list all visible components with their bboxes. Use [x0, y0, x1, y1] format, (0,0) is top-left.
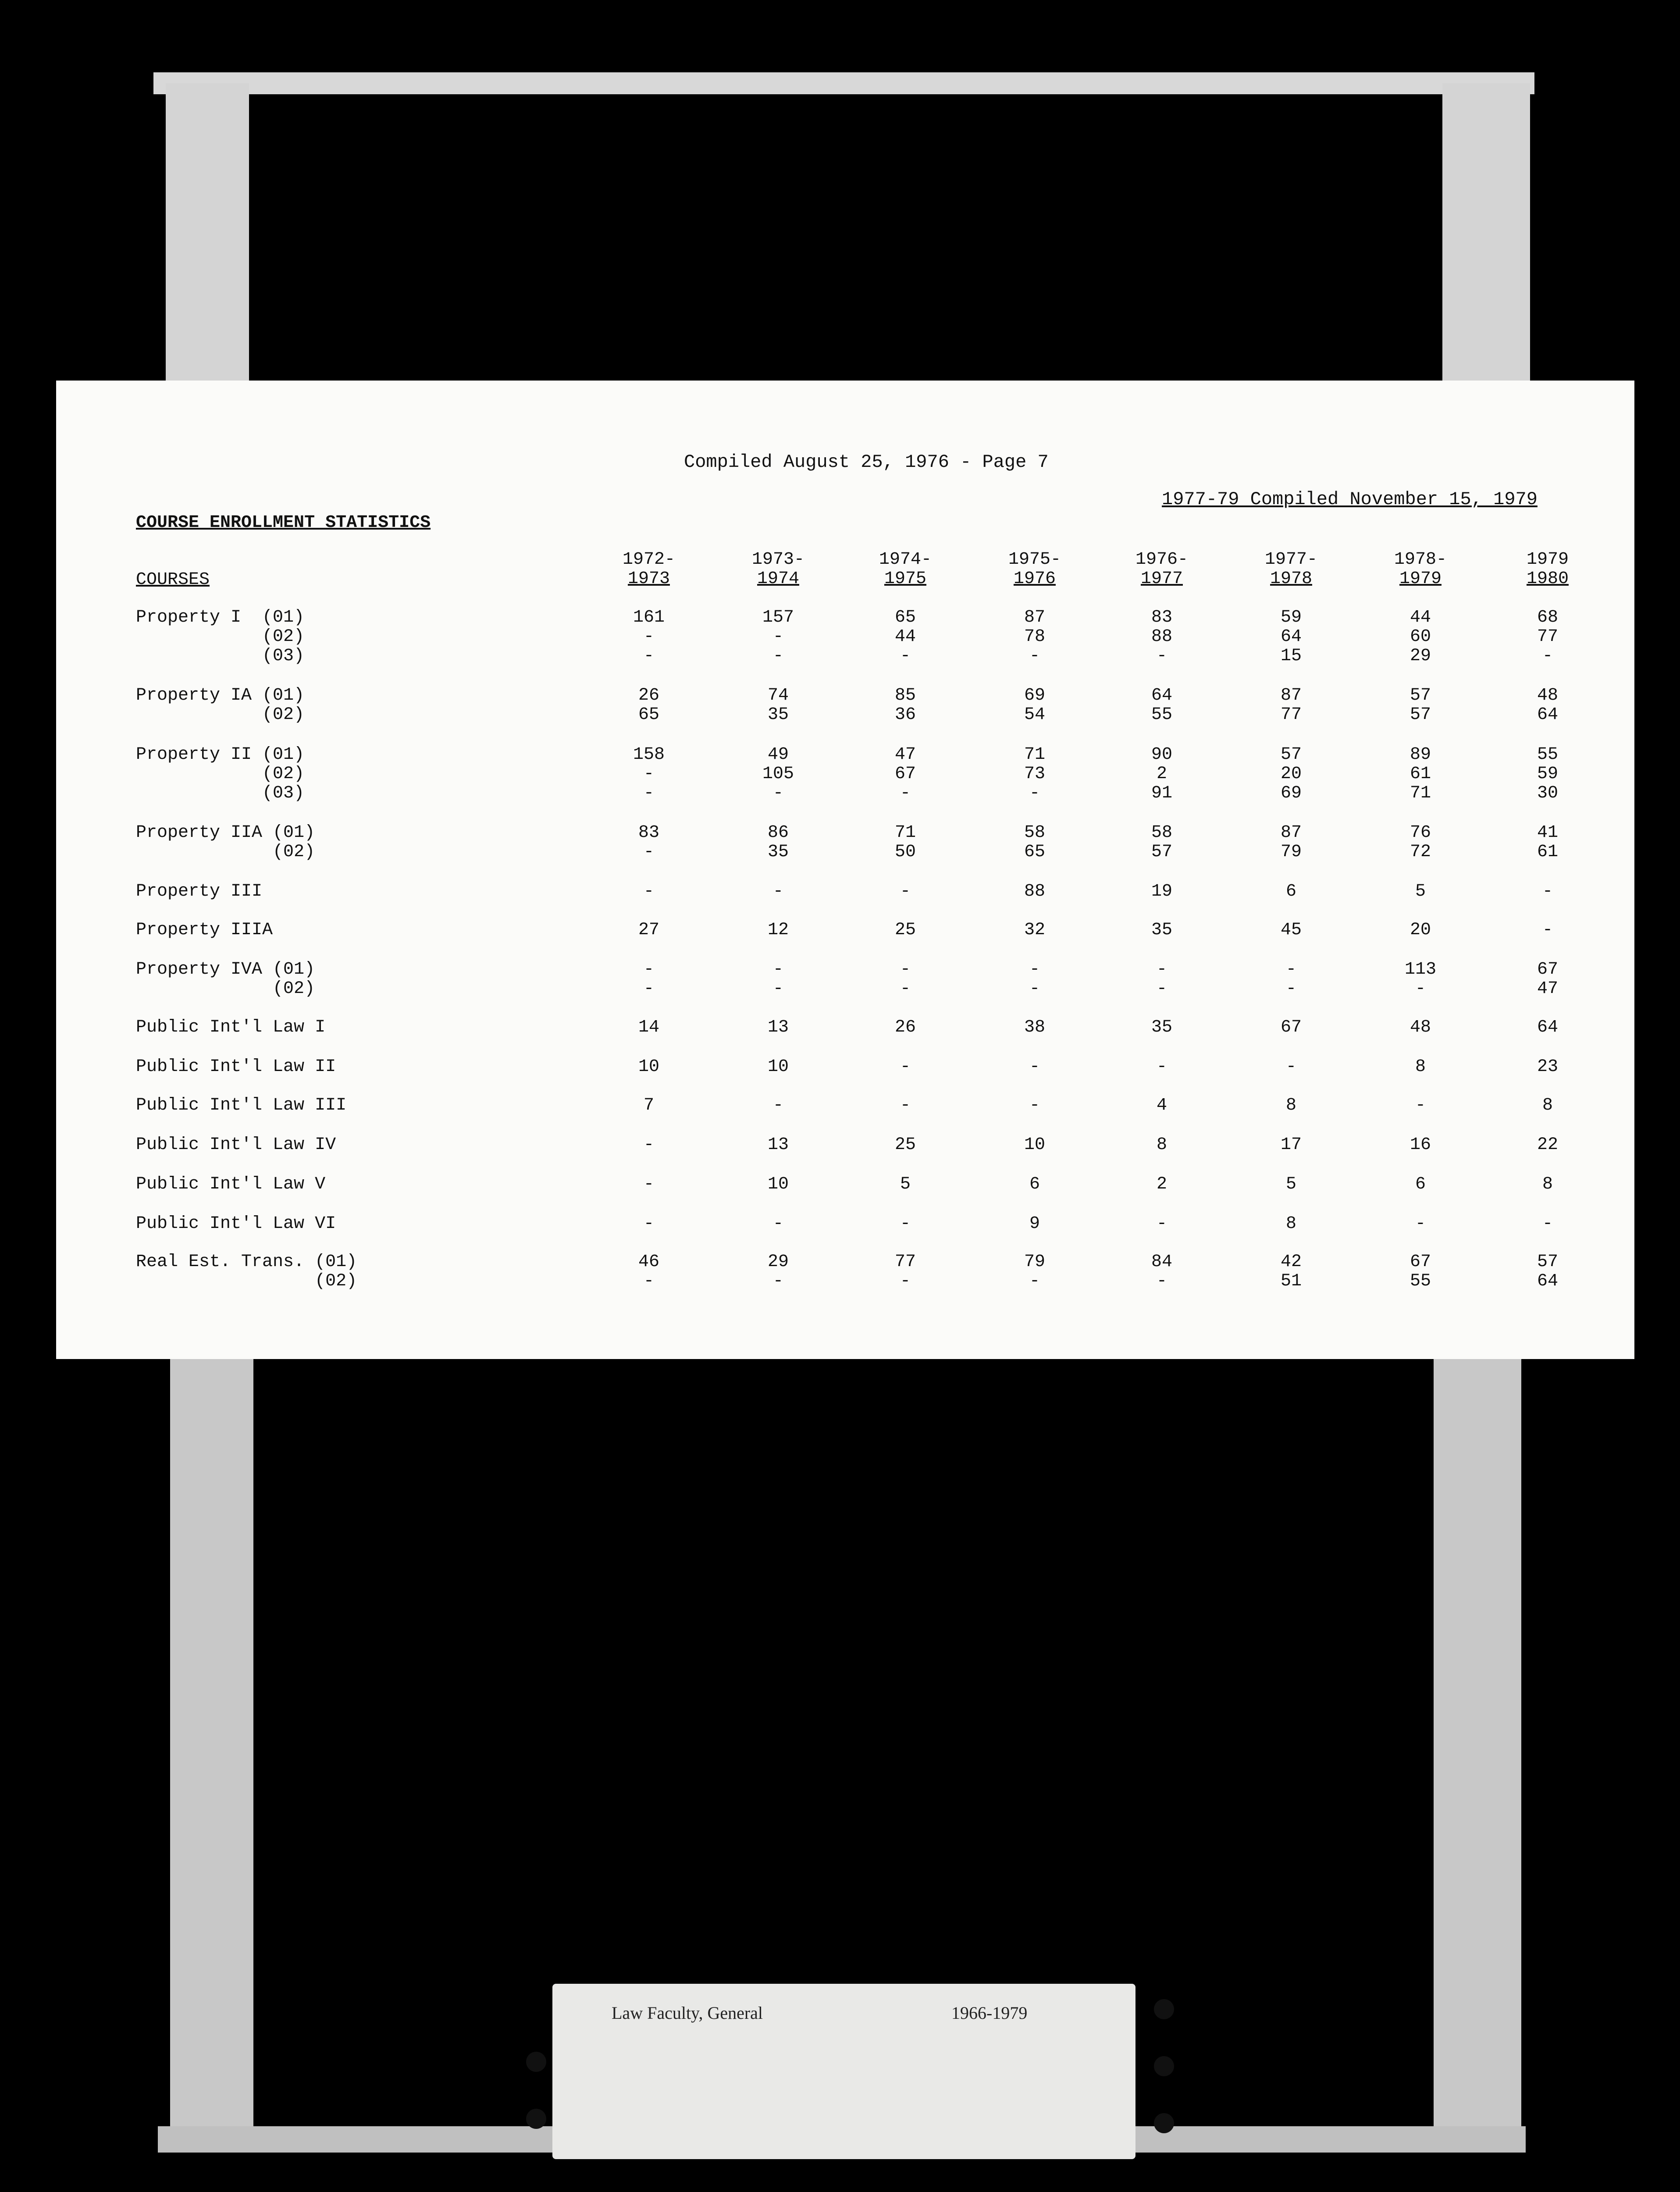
enrollment-cell: - [900, 1096, 911, 1115]
enrollment-cell: 12 [767, 920, 789, 940]
year-header-bottom: 1979 [1399, 569, 1442, 589]
enrollment-cell: - [900, 1057, 911, 1077]
year-header-bottom: 1974 [757, 569, 799, 589]
enrollment-cell: 5 [1415, 882, 1426, 901]
enrollment-cell: 36 [894, 705, 916, 725]
enrollment-cell: - [643, 627, 654, 647]
enrollment-cell: 6 [1029, 1174, 1040, 1194]
enrollment-cell: 47 [1537, 979, 1558, 999]
enrollment-cell: 23 [1537, 1057, 1558, 1077]
enrollment-cell: 8 [1156, 1135, 1167, 1155]
course-label: (02) [136, 842, 315, 862]
enrollment-cell: 65 [1024, 842, 1045, 862]
enrollment-cell: 13 [767, 1135, 789, 1155]
enrollment-cell: - [772, 979, 783, 999]
enrollment-cell: 72 [1409, 842, 1431, 862]
enrollment-cell: - [900, 882, 911, 901]
enrollment-cell: 30 [1537, 783, 1558, 803]
enrollment-cell: - [1029, 979, 1040, 999]
compiled-date-line: Compiled August 25, 1976 - Page 7 [684, 452, 1049, 473]
enrollment-cell: 7 [643, 1096, 654, 1115]
enrollment-cell: - [643, 1271, 654, 1291]
enrollment-cell: 88 [1024, 882, 1045, 901]
enrollment-cell: 6 [1285, 882, 1296, 901]
enrollment-cell: 88 [1151, 627, 1172, 647]
enrollment-cell: 77 [1280, 705, 1302, 725]
enrollment-cell: 74 [767, 686, 789, 705]
enrollment-cell: 85 [894, 686, 916, 705]
enrollment-cell: - [900, 979, 911, 999]
course-label: (03) [136, 646, 305, 666]
course-label: (03) [136, 783, 305, 803]
enrollment-cell: - [1029, 1096, 1040, 1115]
enrollment-cell: 57 [1280, 745, 1302, 765]
enrollment-cell: 8 [1542, 1096, 1553, 1115]
year-header [596, 550, 701, 589]
enrollment-cell: 48 [1537, 686, 1558, 705]
enrollment-cell: - [1029, 1057, 1040, 1077]
enrollment-cell: 69 [1280, 783, 1302, 803]
enrollment-cell: 29 [1409, 646, 1431, 666]
enrollment-cell: 83 [1151, 608, 1172, 627]
year-header-bottom: 1976 [1013, 569, 1056, 589]
enrollment-cell: 57 [1409, 686, 1431, 705]
enrollment-cell: 89 [1409, 745, 1431, 765]
year-header-top: 1979 [1526, 550, 1569, 569]
enrollment-cell: - [900, 783, 911, 803]
enrollment-cell: 57 [1409, 705, 1431, 725]
folder-label: Law Faculty, General [612, 2003, 763, 2023]
enrollment-cell: 87 [1280, 686, 1302, 705]
enrollment-cell: - [643, 646, 654, 666]
year-header-top: 1977- [1264, 550, 1318, 569]
punch-hole [526, 2052, 546, 2072]
course-label: Public Int'l Law III [136, 1096, 347, 1115]
enrollment-cell: - [1029, 1271, 1040, 1291]
enrollment-cell: - [1285, 979, 1296, 999]
year-header [1109, 550, 1214, 589]
year-header [1368, 550, 1473, 589]
enrollment-cell: - [772, 960, 783, 979]
enrollment-cell: 35 [767, 842, 789, 862]
enrollment-cell: 48 [1409, 1018, 1431, 1037]
enrollment-cell: 8 [1285, 1096, 1296, 1115]
enrollment-cell: - [1156, 1057, 1167, 1077]
punch-hole [1154, 2113, 1174, 2133]
enrollment-cell: 16 [1409, 1135, 1431, 1155]
enrollment-cell: 10 [638, 1057, 659, 1077]
enrollment-cell: - [1415, 979, 1426, 999]
course-label: Property IA (01) [136, 686, 305, 705]
enrollment-cell: 71 [1409, 783, 1431, 803]
enrollment-cell: 55 [1151, 705, 1172, 725]
course-label: Public Int'l Law I [136, 1018, 326, 1037]
enrollment-cell: 6 [1415, 1174, 1426, 1194]
year-header-bottom: 1977 [1140, 569, 1183, 589]
enrollment-cell: 44 [1409, 608, 1431, 627]
enrollment-cell: - [1156, 1214, 1167, 1234]
course-label: Public Int'l Law IV [136, 1135, 336, 1155]
year-header-top: 1975- [1008, 550, 1061, 569]
course-label: Real Est. Trans. (01) [136, 1252, 357, 1272]
enrollment-cell: 17 [1280, 1135, 1302, 1155]
microfilm-frame-top [153, 72, 1534, 94]
enrollment-cell: 55 [1409, 1271, 1431, 1291]
enrollment-cell: 58 [1024, 823, 1045, 843]
enrollment-cell: - [643, 960, 654, 979]
course-label: Public Int'l Law VI [136, 1214, 336, 1234]
enrollment-cell: 105 [762, 764, 794, 784]
enrollment-cell: - [1542, 1214, 1553, 1234]
enrollment-cell: 77 [894, 1252, 916, 1272]
microfilm-frame-post-left-bottom [170, 1355, 253, 2135]
course-label: Property IIA (01) [136, 823, 315, 843]
enrollment-cell: 68 [1537, 608, 1558, 627]
punch-hole [1154, 1999, 1174, 2019]
enrollment-cell: - [643, 1214, 654, 1234]
enrollment-cell: 32 [1024, 920, 1045, 940]
punch-hole [1154, 2056, 1174, 2076]
microfilm-frame-post-right-top [1442, 83, 1530, 390]
year-header-top: 1978- [1394, 550, 1447, 569]
enrollment-cell: 35 [1151, 920, 1172, 940]
course-label: Property IIIA [136, 920, 273, 940]
enrollment-cell: - [772, 882, 783, 901]
enrollment-cell: - [1285, 960, 1296, 979]
enrollment-cell: 77 [1537, 627, 1558, 647]
courses-column-header: COURSES [136, 570, 210, 590]
enrollment-cell: 67 [894, 764, 916, 784]
enrollment-cell: - [900, 646, 911, 666]
enrollment-cell: 64 [1280, 627, 1302, 647]
year-header-bottom: 1978 [1270, 569, 1312, 589]
enrollment-cell: 59 [1280, 608, 1302, 627]
enrollment-cell: 71 [1024, 745, 1045, 765]
enrollment-cell: 76 [1409, 823, 1431, 843]
year-header-top: 1976- [1135, 550, 1189, 569]
enrollment-cell: - [772, 627, 783, 647]
enrollment-cell: - [1156, 979, 1167, 999]
compiled-update-line: 1977-79 Compiled November 15, 1979 [1162, 489, 1538, 510]
enrollment-cell: 8 [1542, 1174, 1553, 1194]
enrollment-cell: 64 [1151, 686, 1172, 705]
year-header-top: 1974- [879, 550, 932, 569]
enrollment-cell: 161 [633, 608, 665, 627]
enrollment-cell: 50 [894, 842, 916, 862]
enrollment-cell: 78 [1024, 627, 1045, 647]
enrollment-cell: 113 [1404, 960, 1436, 979]
enrollment-cell: - [900, 1214, 911, 1234]
microfilm-frame-post-right-bottom [1434, 1355, 1521, 2135]
enrollment-cell: 157 [762, 608, 794, 627]
enrollment-cell: 54 [1024, 705, 1045, 725]
enrollment-cell: 64 [1537, 1018, 1558, 1037]
enrollment-cell: 45 [1280, 920, 1302, 940]
course-label: (02) [136, 764, 305, 784]
year-header-bottom: 1975 [884, 569, 926, 589]
enrollment-cell: - [643, 1174, 654, 1194]
year-header [982, 550, 1087, 589]
enrollment-cell: 67 [1537, 960, 1558, 979]
microfilm-frame-post-left-top [166, 83, 249, 390]
enrollment-cell: - [643, 842, 654, 862]
enrollment-cell: 22 [1537, 1135, 1558, 1155]
enrollment-cell: 59 [1537, 764, 1558, 784]
enrollment-cell: 38 [1024, 1018, 1045, 1037]
enrollment-cell: 42 [1280, 1252, 1302, 1272]
year-header [1495, 550, 1600, 589]
enrollment-cell: - [772, 1214, 783, 1234]
course-label: (02) [136, 1271, 357, 1291]
course-label: Property II (01) [136, 745, 305, 765]
enrollment-cell: 73 [1024, 764, 1045, 784]
enrollment-cell: - [772, 646, 783, 666]
year-header-bottom: 1973 [627, 569, 670, 589]
enrollment-cell: - [1029, 960, 1040, 979]
enrollment-cell: 158 [633, 745, 665, 765]
punch-hole [526, 2109, 546, 2129]
enrollment-cell: 71 [894, 823, 916, 843]
enrollment-cell: 67 [1280, 1018, 1302, 1037]
enrollment-cell: - [772, 1271, 783, 1291]
course-label: (02) [136, 627, 305, 647]
course-label: Property III [136, 882, 263, 901]
enrollment-cell: 84 [1151, 1252, 1172, 1272]
enrollment-cell: - [643, 783, 654, 803]
enrollment-cell: 86 [767, 823, 789, 843]
enrollment-cell: - [643, 764, 654, 784]
enrollment-cell: - [1415, 1096, 1426, 1115]
enrollment-cell: 90 [1151, 745, 1172, 765]
year-header-top: 1973- [751, 550, 805, 569]
enrollment-cell: 69 [1024, 686, 1045, 705]
enrollment-cell: - [1029, 783, 1040, 803]
year-header-top: 1972- [622, 550, 676, 569]
enrollment-cell: 29 [767, 1252, 789, 1272]
enrollment-cell: - [1542, 920, 1553, 940]
enrollment-cell: - [900, 1271, 911, 1291]
enrollment-cell: 47 [894, 745, 916, 765]
year-header [853, 550, 958, 589]
enrollment-cell: - [1542, 646, 1553, 666]
enrollment-cell: 26 [894, 1018, 916, 1037]
course-label: Public Int'l Law II [136, 1057, 336, 1077]
course-label: Property I (01) [136, 608, 305, 627]
enrollment-cell: - [643, 882, 654, 901]
enrollment-cell: 58 [1151, 823, 1172, 843]
course-label: (02) [136, 705, 305, 725]
enrollment-cell: - [900, 960, 911, 979]
enrollment-cell: 27 [638, 920, 659, 940]
enrollment-cell: - [1029, 646, 1040, 666]
enrollment-cell: 57 [1537, 1252, 1558, 1272]
enrollment-cell: - [643, 1135, 654, 1155]
enrollment-cell: 19 [1151, 882, 1172, 901]
enrollment-cell: 67 [1409, 1252, 1431, 1272]
enrollment-cell: 87 [1024, 608, 1045, 627]
enrollment-cell: 20 [1409, 920, 1431, 940]
enrollment-cell: 83 [638, 823, 659, 843]
enrollment-cell: 91 [1151, 783, 1172, 803]
enrollment-cell: 10 [767, 1057, 789, 1077]
enrollment-cell: 61 [1409, 764, 1431, 784]
enrollment-cell: - [1156, 1271, 1167, 1291]
enrollment-cell: 14 [638, 1018, 659, 1037]
enrollment-cell: - [643, 979, 654, 999]
enrollment-cell: 13 [767, 1018, 789, 1037]
enrollment-cell: 51 [1280, 1271, 1302, 1291]
enrollment-cell: 60 [1409, 627, 1431, 647]
enrollment-cell: 65 [894, 608, 916, 627]
course-label: Public Int'l Law V [136, 1174, 326, 1194]
enrollment-cell: 65 [638, 705, 659, 725]
year-header [1239, 550, 1344, 589]
enrollment-cell: 79 [1280, 842, 1302, 862]
enrollment-cell: 4 [1156, 1096, 1167, 1115]
enrollment-cell: 25 [894, 920, 916, 940]
document-title: COURSE ENROLLMENT STATISTICS [136, 513, 431, 533]
enrollment-cell: 35 [767, 705, 789, 725]
enrollment-cell: - [1542, 882, 1553, 901]
enrollment-cell: 64 [1537, 1271, 1558, 1291]
enrollment-cell: 10 [1024, 1135, 1045, 1155]
enrollment-cell: 26 [638, 686, 659, 705]
enrollment-cell: 49 [767, 745, 789, 765]
enrollment-cell: 57 [1151, 842, 1172, 862]
enrollment-cell: 8 [1285, 1214, 1296, 1234]
enrollment-cell: 61 [1537, 842, 1558, 862]
enrollment-cell: - [772, 1096, 783, 1115]
folder-years: 1966-1979 [951, 2003, 1028, 2023]
enrollment-cell: 87 [1280, 823, 1302, 843]
enrollment-cell: - [772, 783, 783, 803]
year-header-bottom: 1980 [1526, 569, 1569, 589]
enrollment-cell: 25 [894, 1135, 916, 1155]
enrollment-cell: 8 [1415, 1057, 1426, 1077]
enrollment-cell: 64 [1537, 705, 1558, 725]
enrollment-cell: - [1156, 646, 1167, 666]
enrollment-cell: 55 [1537, 745, 1558, 765]
course-label: Property IVA (01) [136, 960, 315, 979]
enrollment-cell: 44 [894, 627, 916, 647]
enrollment-cell: - [1285, 1057, 1296, 1077]
enrollment-cell: 5 [900, 1174, 911, 1194]
enrollment-cell: 2 [1156, 764, 1167, 784]
enrollment-cell: - [1415, 1214, 1426, 1234]
enrollment-cell: 20 [1280, 764, 1302, 784]
enrollment-cell: 15 [1280, 646, 1302, 666]
enrollment-cell: 9 [1029, 1214, 1040, 1234]
course-label: (02) [136, 979, 315, 999]
enrollment-cell: 41 [1537, 823, 1558, 843]
enrollment-cell: 5 [1285, 1174, 1296, 1194]
year-header [726, 550, 831, 589]
enrollment-cell: 2 [1156, 1174, 1167, 1194]
enrollment-cell: - [1156, 960, 1167, 979]
enrollment-cell: 35 [1151, 1018, 1172, 1037]
enrollment-cell: 46 [638, 1252, 659, 1272]
enrollment-cell: 79 [1024, 1252, 1045, 1272]
enrollment-cell: 10 [767, 1174, 789, 1194]
